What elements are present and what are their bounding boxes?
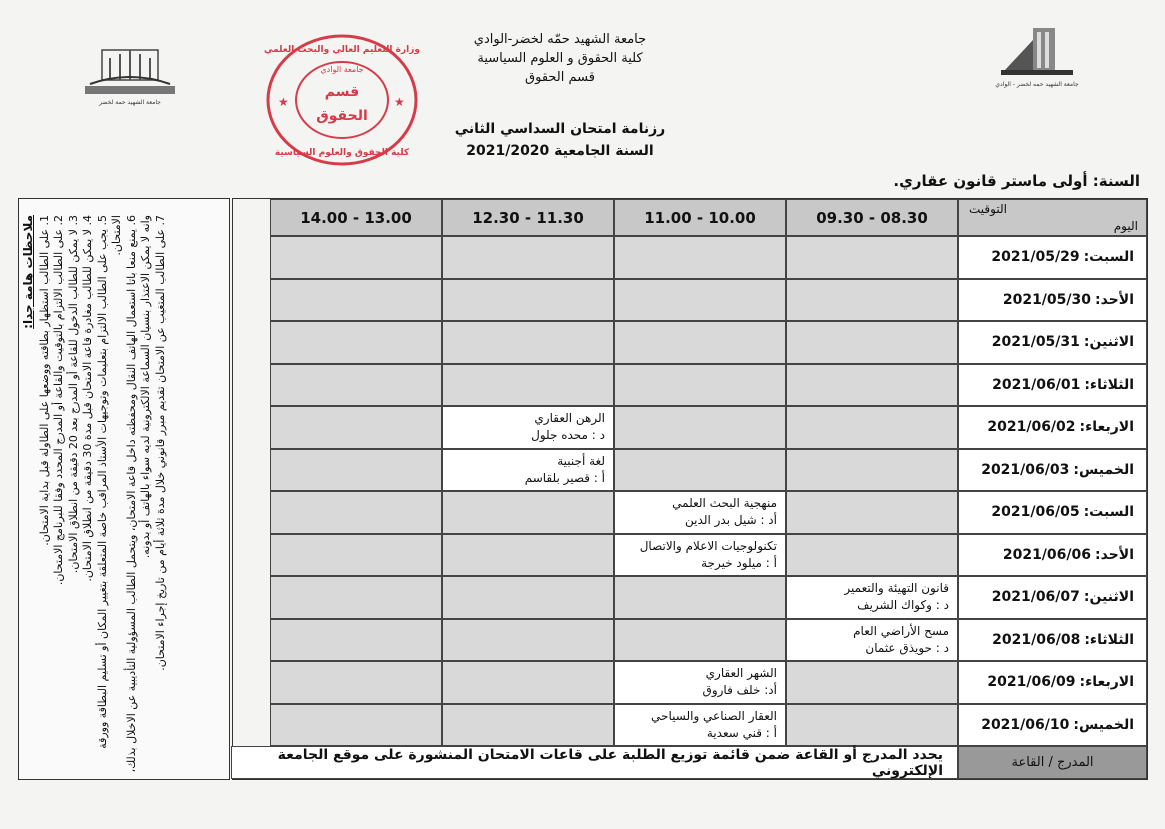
- day-cell: [958, 449, 1147, 492]
- exam-cell: [614, 491, 786, 534]
- empty-slot: [442, 321, 614, 364]
- empty-slot: [270, 491, 442, 534]
- empty-slot: [614, 619, 786, 662]
- day-name: السبت:: [1083, 504, 1134, 521]
- spacer: [231, 406, 270, 449]
- empty-slot: [786, 534, 958, 577]
- svg-text:جامعة الوادي: جامعة الوادي: [320, 65, 364, 74]
- time-slot-header: 11.30 - 12.30: [442, 199, 614, 236]
- empty-slot: [270, 406, 442, 449]
- day-name: الاربعاء:: [1079, 674, 1134, 691]
- faculty-name: كلية الحقوق و العلوم السياسية: [477, 51, 643, 66]
- day-name: الاثنين:: [1083, 589, 1134, 606]
- university-logo: [995, 20, 1080, 95]
- empty-slot: [442, 704, 614, 747]
- exam-cell: [614, 534, 786, 577]
- empty-slot: [270, 236, 442, 279]
- day-name: الاثنين:: [1083, 334, 1134, 351]
- corner-day-label: اليوم: [1113, 219, 1138, 233]
- corner-time-label: التوقيت: [969, 202, 1007, 216]
- empty-slot: [442, 534, 614, 577]
- footer-room-note: يحدد المدرج أو القاعة ضمن قائمة توزيع الطلبة على قاعات الامتحان المنشورة على موقع الجامعة الإلكتروني: [231, 746, 958, 779]
- day-name: الثلاثاء:: [1084, 376, 1134, 393]
- exam-subject: العقار الصناعي والسياحي: [651, 708, 777, 723]
- exam-subject: لغة أجنبية: [557, 453, 605, 468]
- day-date: 2021/05/30: [1002, 291, 1091, 308]
- day-date: 2021/06/03: [981, 461, 1070, 478]
- day-date: 2021/06/07: [991, 589, 1080, 606]
- note-item: 5. يجب على الطالب الالتزام بتعليمات وتوجيهات الأستاذ المراقب خاصة المتعلقة بتغيير المكان أو تسليم البطاقة وورقة الامتحان.: [95, 215, 123, 749]
- empty-slot: [614, 406, 786, 449]
- exam-cell: [614, 704, 786, 747]
- empty-slot: [786, 704, 958, 747]
- day-name: السبت:: [1083, 249, 1134, 266]
- svg-text:جامعة الشهيد حمه لخضر - الوادي: جامعة الشهيد حمه لخضر - الوادي: [995, 81, 1079, 88]
- empty-slot: [442, 364, 614, 407]
- exam-teacher: أ : قصير بلقاسم: [524, 470, 605, 485]
- empty-slot: [614, 449, 786, 492]
- empty-slot: [442, 619, 614, 662]
- empty-slot: [270, 661, 442, 704]
- spacer: [231, 279, 270, 322]
- day-name: الخميس:: [1073, 716, 1134, 733]
- empty-slot: [614, 364, 786, 407]
- day-date: 2021/05/29: [991, 249, 1080, 266]
- exam-cell: [442, 449, 614, 492]
- day-cell: [958, 406, 1147, 449]
- spacer: [231, 661, 270, 704]
- empty-slot: [442, 279, 614, 322]
- institution-header: [380, 30, 740, 87]
- day-date: 2021/06/06: [1002, 546, 1091, 563]
- spacer: [231, 576, 270, 619]
- footer-room-label: المدرج / القاعة: [958, 746, 1147, 779]
- empty-slot: [786, 491, 958, 534]
- empty-slot: [270, 534, 442, 577]
- notes-box: [18, 198, 230, 780]
- exam-teacher: أد : شيل بدر الدين: [685, 513, 777, 528]
- note-item: 2. على الطالب الالتزام بالتوقيت والقاعة أو المدرج المحدد وفقا للبرنامج الامتحان.: [52, 215, 65, 586]
- department-name: قسم الحقوق: [525, 70, 595, 85]
- exam-subject: الرهن العقاري: [534, 411, 605, 426]
- empty-slot: [786, 406, 958, 449]
- empty-slot: [786, 236, 958, 279]
- exam-teacher: د : وكواك الشريف: [857, 598, 949, 613]
- day-cell: [958, 704, 1147, 747]
- exam-cell: [442, 406, 614, 449]
- day-date: 2021/05/31: [991, 334, 1080, 351]
- day-date: 2021/06/01: [992, 376, 1081, 393]
- day-name: الثلاثاء:: [1084, 631, 1134, 648]
- spacer: [231, 449, 270, 492]
- empty-slot: [614, 279, 786, 322]
- study-level: السنة: أولى ماستر قانون عقاري.: [893, 172, 1140, 190]
- day-cell: [958, 279, 1147, 322]
- note-item: 1. على الطالب استظهار بطاقته ووضعها على الطاولة قبل بداية الامتحان.: [37, 215, 51, 546]
- empty-slot: [442, 661, 614, 704]
- exam-teacher: أ : ميلود خيرجة: [701, 555, 777, 570]
- day-name: الأحد:: [1095, 291, 1134, 308]
- time-slot-header: 10.00 - 11.00: [614, 199, 786, 236]
- spacer: [231, 534, 270, 577]
- day-name: الأحد:: [1095, 546, 1134, 563]
- day-cell: [958, 619, 1147, 662]
- exam-cell: [614, 661, 786, 704]
- note-item: 7. على الطالب المتغيب عن الامتحان تقديم مبرر قانوني خلال مدة ثلاثة أيام من تاريخ إجراء الامتحان.: [153, 215, 167, 671]
- svg-text:وزارة التعليم العالي والبحث ال: وزارة التعليم العالي والبحث العلمي: [263, 45, 421, 55]
- exam-subject: منهجية البحث العلمي: [672, 496, 777, 511]
- notes-content: [17, 209, 229, 779]
- time-slot-header: 08.30 - 09.30: [786, 199, 958, 236]
- exam-subject: الشهر العقاري: [705, 666, 777, 681]
- day-date: 2021/06/09: [987, 674, 1076, 691]
- svg-text:★: ★: [278, 95, 289, 109]
- exam-teacher: د : حويذق عثمان: [865, 640, 949, 655]
- day-name: الخميس:: [1073, 461, 1134, 478]
- svg-text:★: ★: [394, 95, 405, 109]
- svg-text:كلية الحقوق والعلوم السياسية: كلية الحقوق والعلوم السياسية: [274, 148, 410, 158]
- day-cell: [958, 576, 1147, 619]
- exam-cell: [786, 576, 958, 619]
- empty-slot: [270, 364, 442, 407]
- exam-teacher: د : محده جلول: [531, 428, 605, 443]
- empty-slot: [614, 576, 786, 619]
- day-date: 2021/06/08: [992, 631, 1081, 648]
- empty-slot: [786, 364, 958, 407]
- day-cell: [958, 364, 1147, 407]
- faculty-logo: [80, 40, 180, 110]
- empty-slot: [786, 321, 958, 364]
- spacer: [231, 491, 270, 534]
- empty-slot: [270, 279, 442, 322]
- exam-title: رزنامة امتحان السداسي الثاني: [454, 121, 666, 137]
- day-cell: [958, 534, 1147, 577]
- exam-schedule-table: [232, 198, 1148, 780]
- empty-slot: [270, 619, 442, 662]
- svg-text:قسم: قسم: [324, 84, 360, 100]
- spacer: [231, 364, 270, 407]
- day-date: 2021/06/02: [987, 419, 1076, 436]
- document-title: [380, 118, 740, 162]
- exam-teacher: أ : قني سعدية: [706, 725, 777, 740]
- exam-teacher: أد: خلف فاروق: [702, 683, 777, 698]
- note-item: 6. يمنع منعا باتا استعمال الهاتف النقال ومحفظته داخل قاعة الامتحان، ويتحمل الطالب المسؤولية التأديبية عن الاخلال بذلك، وانه لا يمكن الاعتذار بنسيان السماعة الالكترونية لديه سواء بالهاتف أو بدونه.: [124, 215, 152, 773]
- empty-slot: [614, 321, 786, 364]
- spacer: [231, 199, 270, 236]
- empty-slot: [270, 449, 442, 492]
- exam-subject: قانون التهيئة والتعمير: [844, 581, 949, 596]
- note-item: 3. لا يمكن للطالب الدخول للقاعة أو المدرج بعد 20 دقيقة من انطلاق الامتحان.: [66, 215, 80, 574]
- university-name: جامعة الشهيد حمّه لخضر-الوادي: [473, 32, 647, 47]
- day-cell: [958, 491, 1147, 534]
- empty-slot: [270, 576, 442, 619]
- empty-slot: [270, 704, 442, 747]
- time-slot-header: 13.00 - 14.00: [270, 199, 442, 236]
- notes-title: ملاحظات هامة جدا:: [21, 215, 35, 329]
- empty-slot: [614, 236, 786, 279]
- empty-slot: [786, 279, 958, 322]
- header-corner: [958, 199, 1147, 236]
- day-name: الاربعاء:: [1079, 419, 1134, 436]
- day-date: 2021/06/05: [991, 504, 1080, 521]
- empty-slot: [786, 449, 958, 492]
- empty-slot: [786, 661, 958, 704]
- empty-slot: [442, 576, 614, 619]
- academic-year: السنة الجامعية 2021/2020: [466, 143, 654, 159]
- exam-cell: [786, 619, 958, 662]
- spacer: [231, 704, 270, 747]
- empty-slot: [270, 321, 442, 364]
- day-date: 2021/06/10: [981, 716, 1070, 733]
- day-cell: [958, 661, 1147, 704]
- spacer: [231, 619, 270, 662]
- spacer: [231, 236, 270, 279]
- note-item: 4. لا يمكن للطالب مغادرة قاعة الامتحان قبل مدة 30 دقيقة من انطلاق الامتحان.: [81, 215, 94, 582]
- exam-subject: تكنولوجيات الاعلام والاتصال: [639, 538, 777, 553]
- day-cell: [958, 321, 1147, 364]
- spacer: [231, 321, 270, 364]
- svg-text:الحقوق: الحقوق: [316, 108, 368, 124]
- svg-text:جامعة الشهيد حمة لخضر: جامعة الشهيد حمة لخضر: [99, 99, 161, 106]
- exam-subject: مسح الأراضي العام: [853, 623, 949, 638]
- day-cell: [958, 236, 1147, 279]
- empty-slot: [442, 236, 614, 279]
- empty-slot: [442, 491, 614, 534]
